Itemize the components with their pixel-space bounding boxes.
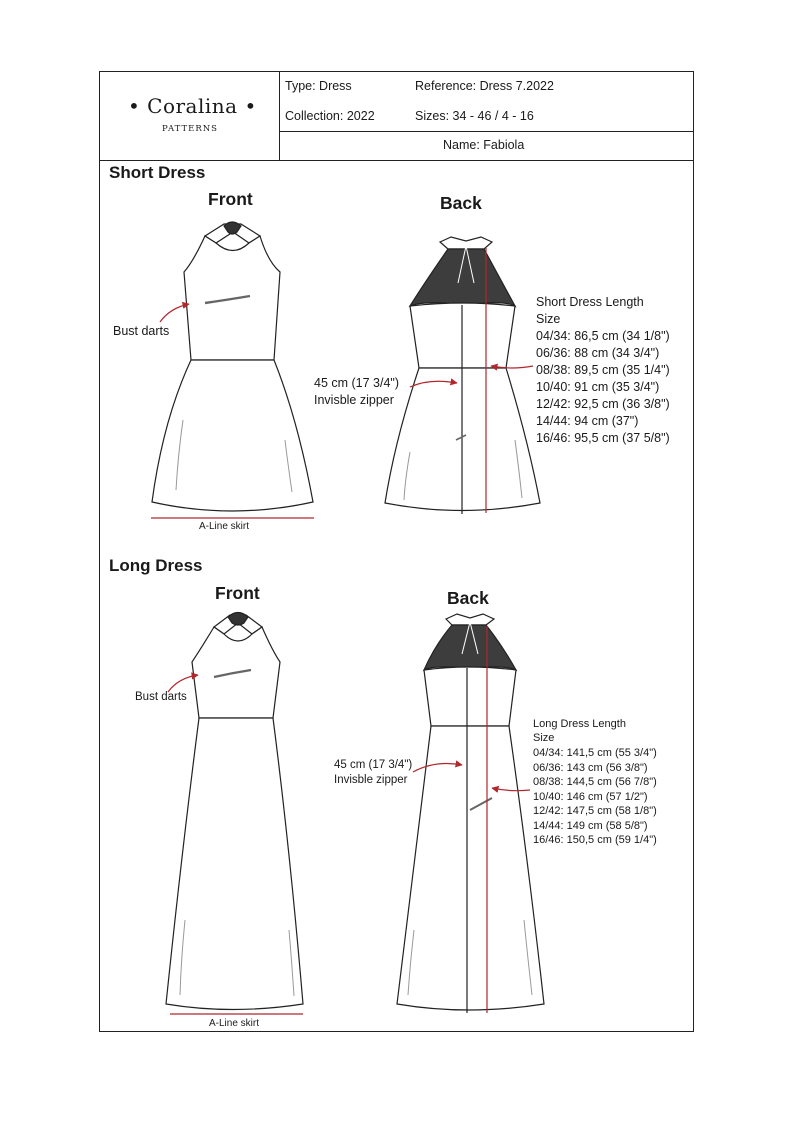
length-row: 16/46: 95,5 cm (37 5/8") <box>536 431 670 445</box>
short-zipper-length: 45 cm (17 3/4") <box>314 376 400 390</box>
long-back-drawing <box>397 614 544 1013</box>
short-size-label: Size <box>536 312 561 326</box>
long-front-skirt <box>166 718 303 1010</box>
header-name: Name: Fabiola <box>443 138 525 152</box>
length-row: 14/44: 94 cm (37") <box>536 414 639 428</box>
short-back-label: Back <box>440 193 482 213</box>
brand-subtitle: PATTERNS <box>162 124 218 134</box>
header-collection: Collection: 2022 <box>285 109 375 123</box>
header-sizes: Sizes: 34 - 46 / 4 - 16 <box>415 109 534 123</box>
header-reference: Reference: Dress 7.2022 <box>415 79 554 93</box>
short-bust-darts-label: Bust darts <box>113 324 170 338</box>
length-row: 12/42: 92,5 cm (36 3/8") <box>536 397 670 411</box>
long-size-label: Size <box>533 732 555 744</box>
logo-dot-left: • <box>128 94 141 118</box>
short-skirt-label: A-Line skirt <box>199 521 250 532</box>
long-front-label: Front <box>215 583 260 603</box>
length-row: 10/40: 91 cm (35 3/4") <box>536 380 660 394</box>
short-front-dart-pointer <box>160 304 189 322</box>
long-zipper-label: Invisble zipper <box>334 774 408 786</box>
length-row: 16/46: 150,5 cm (59 1/4") <box>533 834 657 846</box>
long-front-drawing <box>166 613 303 1010</box>
length-row: 12/42: 147,5 cm (58 1/8") <box>533 805 657 817</box>
header-type: Type: Dress <box>285 79 352 93</box>
long-dress-title: Long Dress <box>109 556 203 575</box>
length-row: 06/36: 88 cm (34 3/4") <box>536 346 660 360</box>
long-back-yoke <box>424 625 516 670</box>
short-back-yoke <box>410 249 515 306</box>
short-front-label: Front <box>208 189 253 209</box>
length-row: 08/38: 89,5 cm (35 1/4") <box>536 363 670 377</box>
short-front-drawing <box>152 222 313 511</box>
short-dress-title: Short Dress <box>109 163 206 182</box>
short-zipper-label: Invisble zipper <box>314 393 394 407</box>
short-back-drawing <box>385 237 540 514</box>
logo-dot-right: • <box>244 94 257 118</box>
long-length-title: Long Dress Length <box>533 718 626 730</box>
brand-name: Coralina <box>147 94 238 118</box>
length-row: 06/36: 143 cm (56 3/8") <box>533 761 648 774</box>
long-skirt-label: A-Line skirt <box>209 1018 260 1029</box>
length-row: 10/40: 146 cm (57 1/2") <box>533 790 648 803</box>
length-row: 14/44: 149 cm (58 5/8") <box>533 819 648 832</box>
long-bust-darts-label: Bust darts <box>135 691 187 703</box>
length-row: 08/38: 144,5 cm (56 7/8") <box>533 776 657 788</box>
long-back-bodice <box>424 667 516 726</box>
short-length-title: Short Dress Length <box>536 295 644 309</box>
length-row: 04/34: 141,5 cm (55 3/4") <box>533 747 657 759</box>
long-zipper-length: 45 cm (17 3/4") <box>334 759 413 771</box>
long-back-label: Back <box>447 588 489 608</box>
length-row: 04/34: 86,5 cm (34 1/8") <box>536 329 670 343</box>
